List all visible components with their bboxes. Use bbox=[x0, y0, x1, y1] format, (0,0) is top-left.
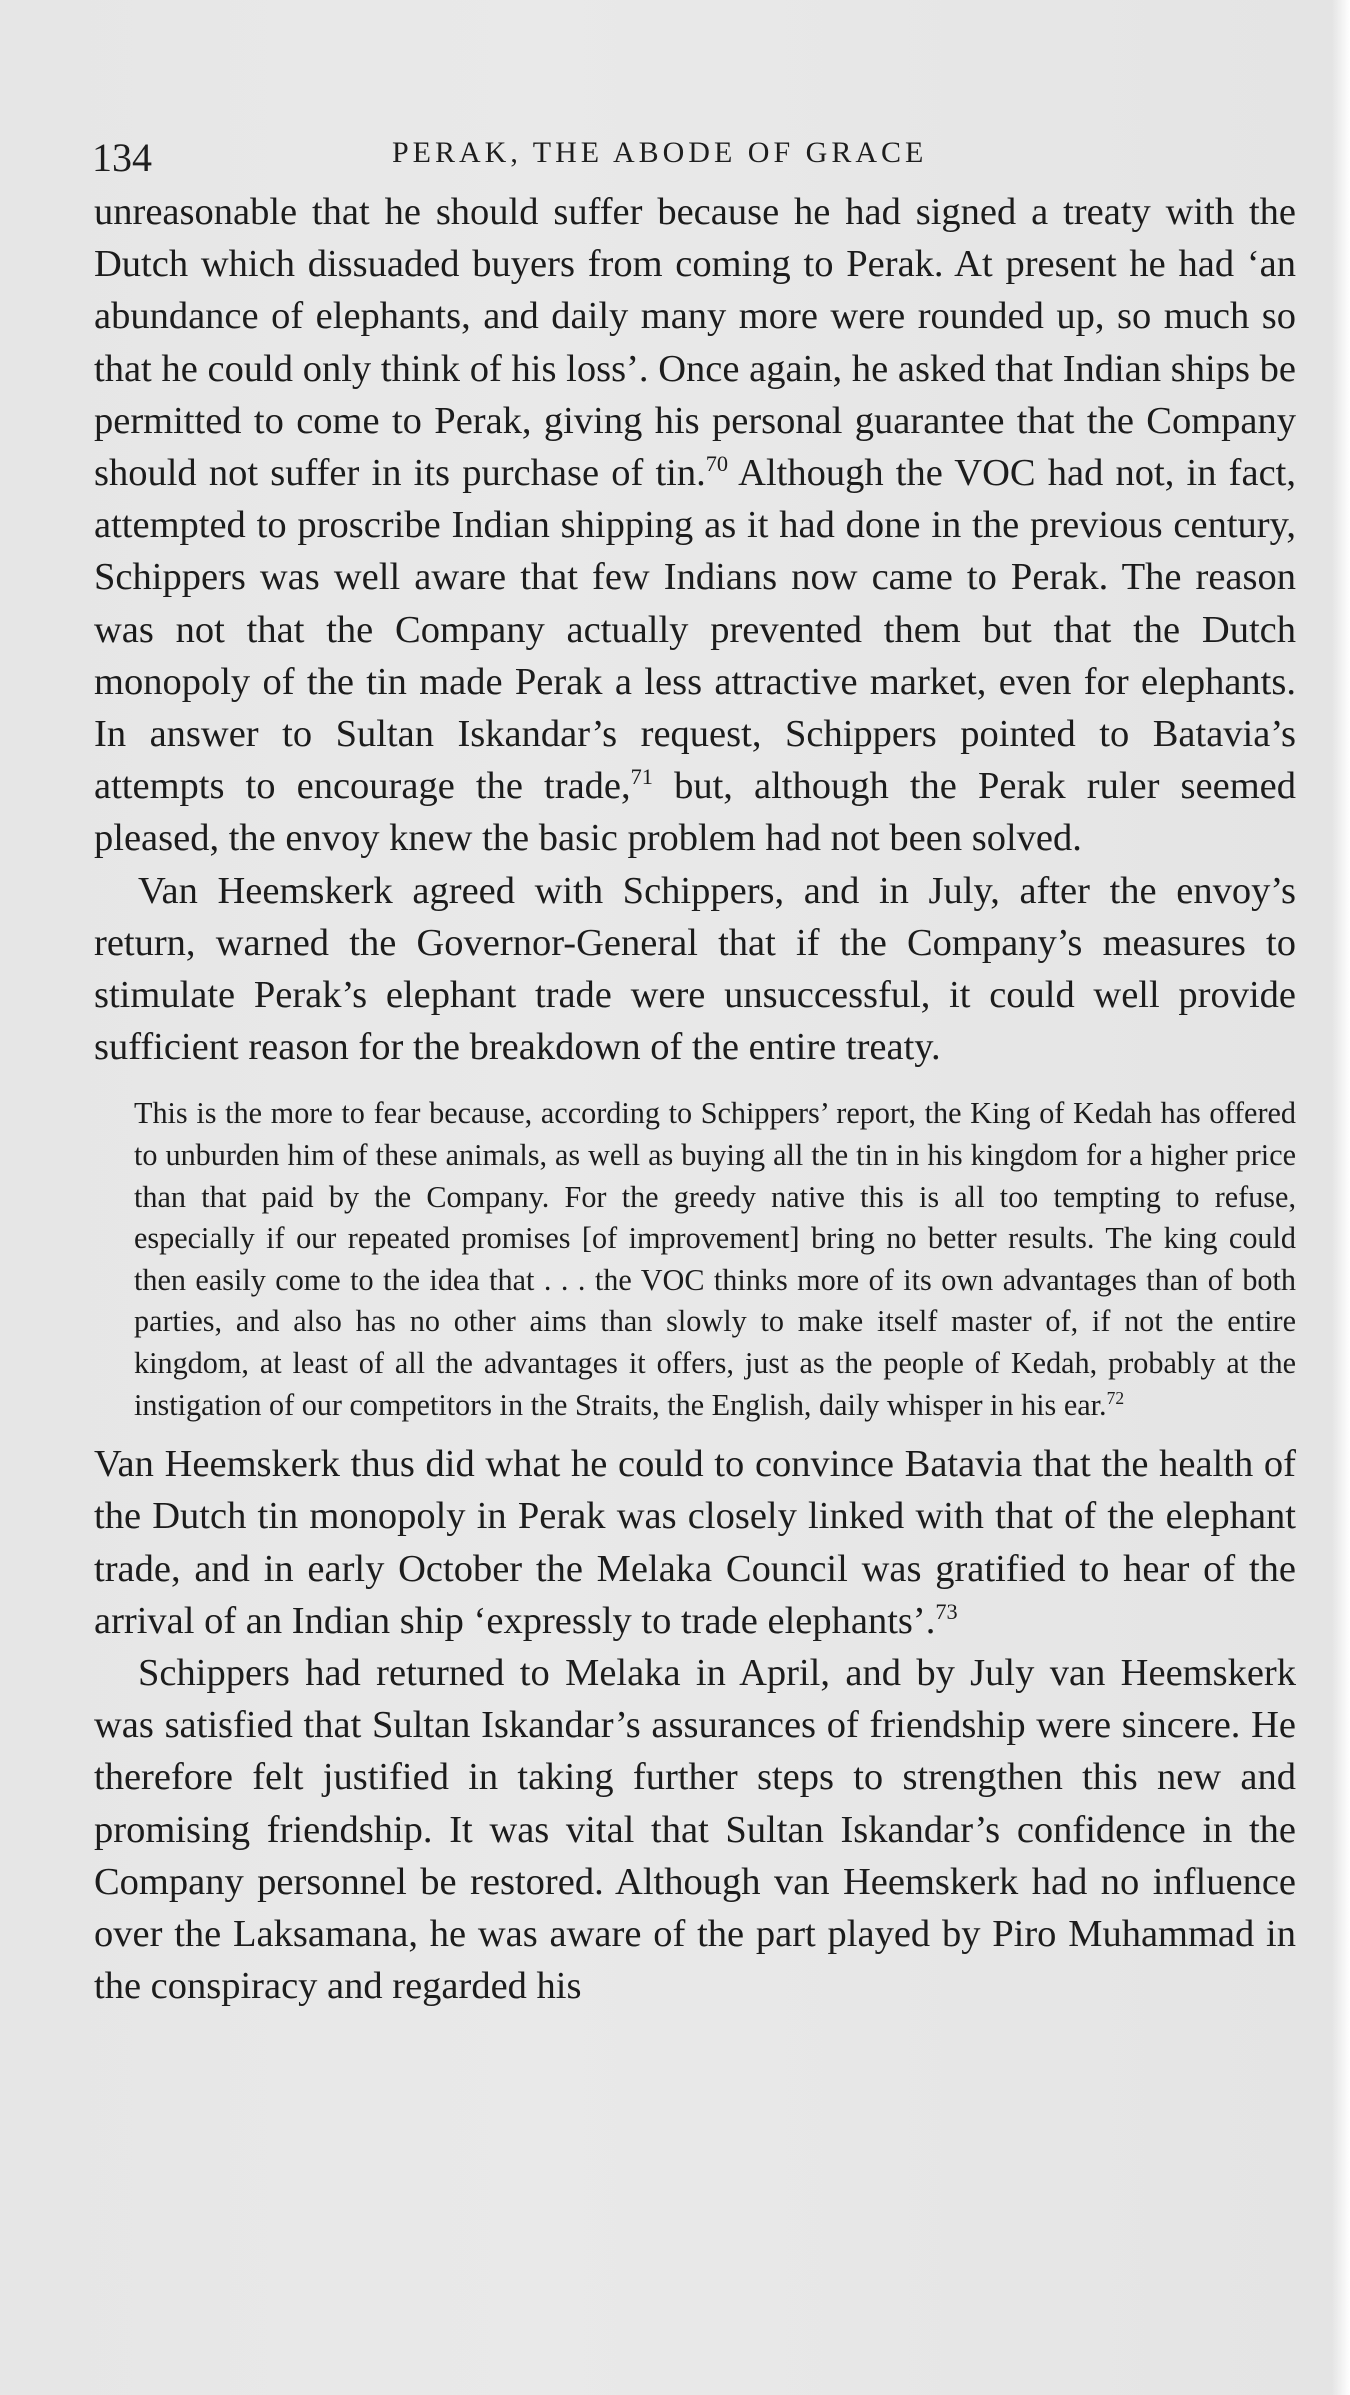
footnote-marker: 73 bbox=[935, 1598, 958, 1624]
footnote-marker: 72 bbox=[1106, 1387, 1125, 1408]
paragraph-text: Although the VOC had not, in fact, attempted to proscribe Indian shipping as it had done in the previous century, Schippers was well aware that few Indians now came to Perak. The reason was not that the Company actually prevented them but that the Dutch monopoly of the tin made Perak a less attractive market, even for elephants. In answer to Sultan Iskandar’s request, Schippers pointed to Batavia’s attempts to encourage the trade, bbox=[94, 452, 1296, 808]
footnote-marker: 71 bbox=[630, 764, 653, 790]
footnote-marker: 70 bbox=[705, 451, 729, 477]
block-quote bbox=[94, 1093, 1296, 1426]
page-header bbox=[92, 130, 1272, 190]
paragraph-text: Van Heemskerk agreed with Schippers, and in July, after the envoy’s return, warned the Governor-General that if the Company’s measures to stimulate Perak’s elephant trade were unsuccessful, it could well provide sufficient reason for the breakdown of the entire treaty. bbox=[94, 869, 1296, 1069]
paragraph-text: unreasonable that he should suffer because he had signed a treaty with the Dutch which dissuaded buyers from coming to Perak. At present he had ‘an abundance of elephants, and daily many more were rounded up, so much so that he could only think of his loss’. Once again, he asked that Indian ships be permitted to come to Perak, giving his personal guarantee that the Company should not suffer in its purchase of tin. bbox=[94, 191, 1296, 495]
paragraph-1 bbox=[94, 186, 1296, 865]
paragraph-text: Schippers had returned to Melaka in April, and by July van Heemskerk was satisfied that Sultan Iskandar’s assurances of friendship were sincere. He therefore felt justified in taking further steps to strengthen this new and promising friendship. It was vital that Sultan Iskandar’s confidence in the Company personnel be restored. Although van Heemskerk had no influence over the Laksamana, he was aware of the part played by Piro Muhammad in the conspiracy and regarded his bbox=[94, 1652, 1296, 2008]
paragraph-4 bbox=[94, 1647, 1296, 2012]
paragraph-3 bbox=[94, 1438, 1296, 1647]
quote-text: This is the more to fear because, according to Schippers’ report, the King of Kedah has offered to unburden him of these animals, as well as buying all the tin in his kingdom for a higher price than that paid by the Company. For the greedy native this is all too tempting to refuse, especially if our repeated promises [of improvement] bring no better results. The king could then easily come to the idea that . . . the VOC thinks more of its own advantages than of both parties, and also has no other aims than slowly to make itself master of, if not the entire kingdom, at least of all the advantages it offers, just as the people of Kedah, probably at the instigation of our competitors in the Straits, the English, daily whisper in his ear. bbox=[134, 1096, 1296, 1422]
page-number: 134 bbox=[92, 135, 152, 180]
running-head: PERAK, THE ABODE OF GRACE bbox=[392, 136, 928, 169]
paragraph-text: Van Heemskerk thus did what he could to convince Batavia that the health of the Dutch tin monopoly in Perak was closely linked with that of the elephant trade, and in early October the Melaka Council was gratified to hear of the arrival of an Indian ship ‘expressly to trade elephants’. bbox=[94, 1443, 1296, 1642]
paragraph-2 bbox=[94, 865, 1296, 1074]
body-text bbox=[94, 186, 1296, 2012]
paragraph-text: but, although the Perak ruler seemed pleased, the envoy knew the basic problem had not been solved. bbox=[94, 765, 1296, 860]
page-edge-shadow bbox=[1332, 0, 1350, 2395]
